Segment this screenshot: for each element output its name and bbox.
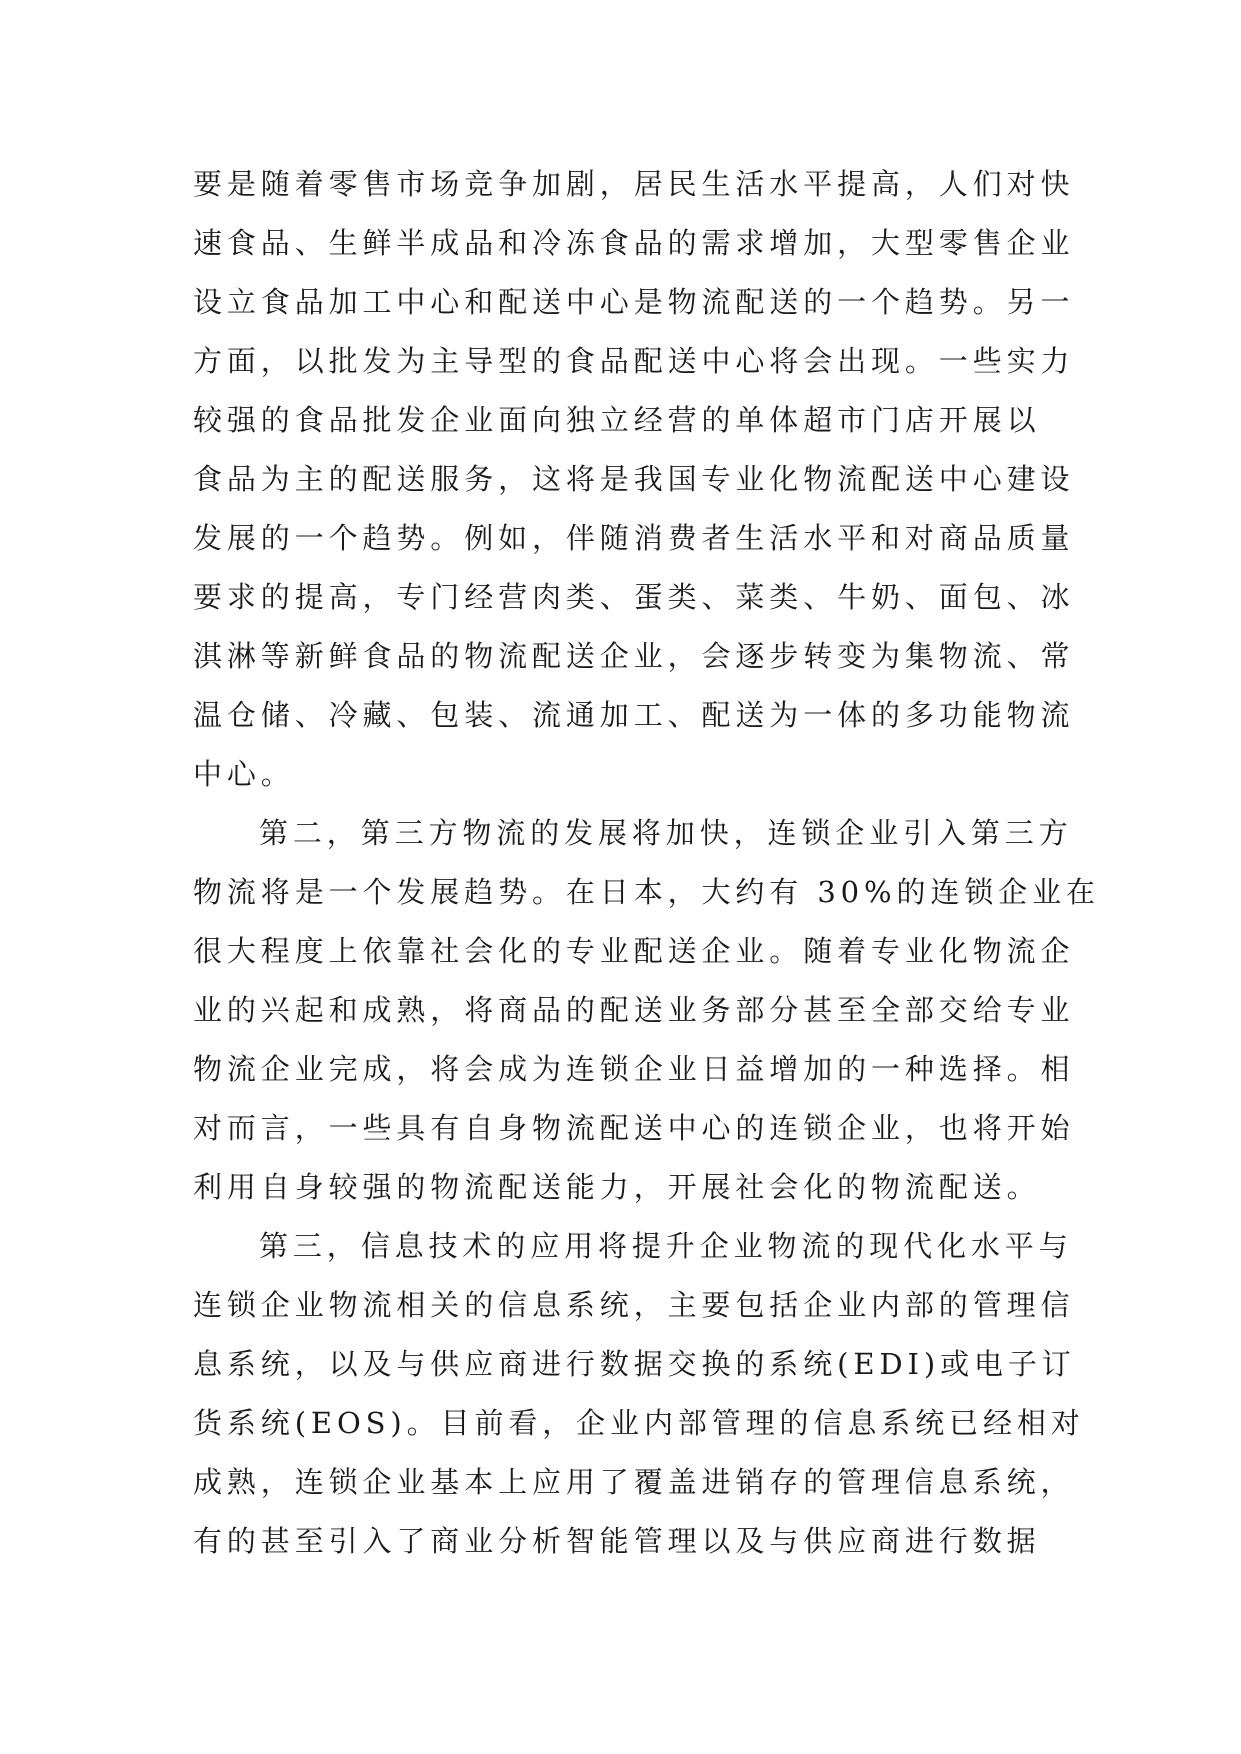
text-line: 很大程度上依靠社会化的专业配送企业。随着专业化物流企 (193, 934, 1075, 968)
text-line: 较强的食品批发企业面向独立经营的单体超市门店开展以 (193, 403, 1041, 437)
text-line: 对而言，一些具有自身物流配送中心的连锁企业，也将开始 (193, 1111, 1075, 1145)
paragraph-2 (193, 804, 1100, 1217)
text-line: 货系统(EOS)。目前看，企业内部管理的信息系统已经相对 (193, 1406, 1085, 1440)
text-line: 成熟，连锁企业基本上应用了覆盖进销存的管理信息系统， (193, 1465, 1075, 1499)
text-line: 设立食品加工中心和配送中心是物流配送的一个趋势。另一 (193, 285, 1075, 319)
text-line: 利用自身较强的物流配送能力，开展社会化的物流配送。 (193, 1170, 1041, 1204)
text-line: 温仓储、冷藏、包装、流通加工、配送为一体的多功能物流 (193, 698, 1075, 732)
text-line: 息系统，以及与供应商进行数据交换的系统(EDI)或电子订 (193, 1347, 1076, 1381)
text-line: 淇淋等新鲜食品的物流配送企业，会逐步转变为集物流、常 (193, 639, 1075, 673)
text-line: 业的兴起和成熟，将商品的配送业务部分甚至全部交给专业 (193, 993, 1075, 1027)
text-line: 中心。 (193, 757, 295, 791)
document-body (193, 155, 1100, 1571)
text-line: 食品为主的配送服务，这将是我国专业化物流配送中心建设 (193, 462, 1075, 496)
text-line: 要是随着零售市场竞争加剧，居民生活水平提高，人们对快 (193, 167, 1075, 201)
text-line: 物流将是一个发展趋势。在日本，大约有 30%的连锁企业在 (193, 875, 1100, 909)
text-line: 方面，以批发为主导型的食品配送中心将会出现。一些实力 (193, 344, 1075, 378)
text-line: 速食品、生鲜半成品和冷冻食品的需求增加，大型零售企业 (193, 226, 1075, 260)
text-line: 第三，信息技术的应用将提升企业物流的现代化水平与 (259, 1229, 1073, 1263)
paragraph-1 (193, 155, 1075, 804)
paragraph-3 (193, 1217, 1085, 1571)
text-line: 要求的提高，专门经营肉类、蛋类、菜类、牛奶、面包、冰 (193, 580, 1075, 614)
text-line: 发展的一个趋势。例如，伴随消费者生活水平和对商品质量 (193, 521, 1075, 555)
text-line: 连锁企业物流相关的信息系统，主要包括企业内部的管理信 (193, 1288, 1075, 1322)
text-line: 第二，第三方物流的发展将加快，连锁企业引入第三方 (259, 816, 1073, 850)
text-line: 有的甚至引入了商业分析智能管理以及与供应商进行数据 (193, 1524, 1041, 1558)
text-line: 物流企业完成，将会成为连锁企业日益增加的一种选择。相 (193, 1052, 1075, 1086)
